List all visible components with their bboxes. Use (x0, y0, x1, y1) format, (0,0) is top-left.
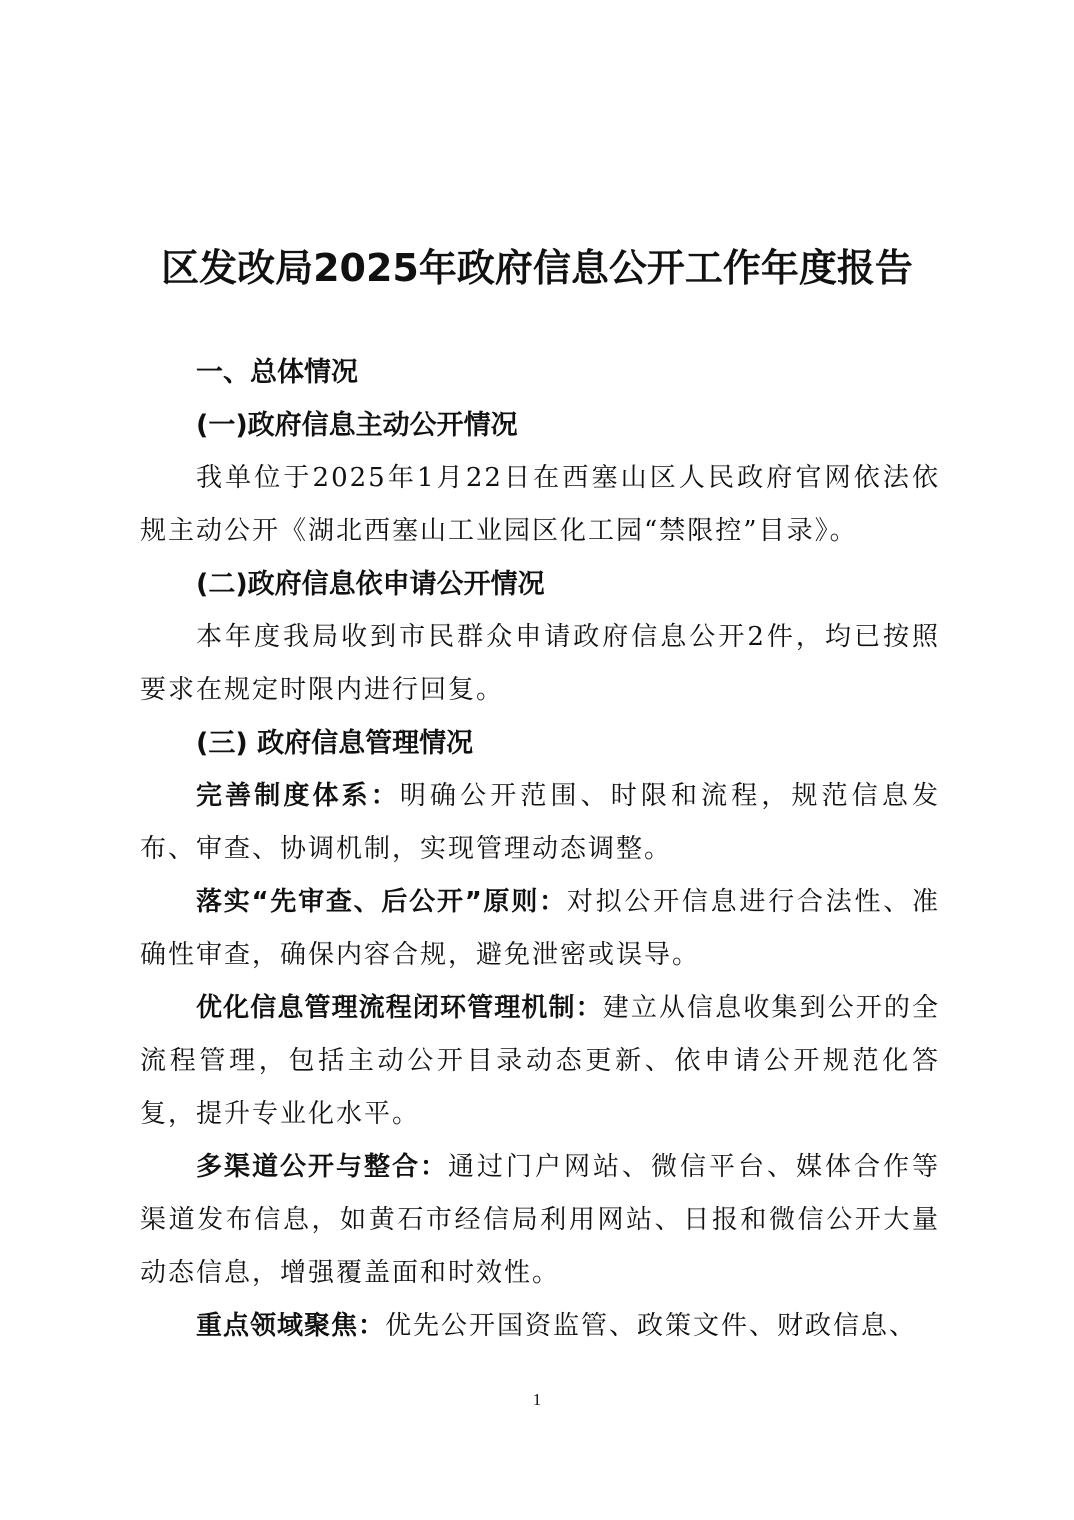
report-body (140, 346, 940, 1353)
management-item-review-principle (140, 876, 940, 982)
management-item-lead: 多渠道公开与整合： (196, 1152, 448, 1182)
paragraph-request-disclosure: 本年度我局收到市民群众申请政府信息公开2件，均已按照要求在规定时限内进行回复。 (140, 622, 940, 705)
subheading-request-disclosure: (二)政府信息依申请公开情况 (196, 569, 545, 600)
management-item-key-areas (140, 1300, 940, 1353)
management-item-system (140, 770, 940, 876)
section-heading-overall: 一、总体情况 (196, 357, 358, 388)
management-item-lead: 优化信息管理流程闭环管理机制： (196, 993, 603, 1023)
paragraph-active-disclosure: 我单位于2025年1月22日在西塞山区人民政府官网依法依规主动公开《湖北西塞山工业园区化工园“禁限控”目录》。 (140, 463, 940, 546)
management-item-lead: 落实“先审查、后公开”原则： (196, 887, 567, 917)
management-item-text: 优先公开国资监管、政策文件、财政信息、 (385, 1311, 918, 1341)
management-item-lead: 完善制度体系： (196, 781, 400, 811)
management-item-multichannel (140, 1141, 940, 1300)
management-item-text: 对拟公开信息进行合法性、准确性审查，确保内容合规，避免泄密或误导。 (140, 887, 940, 970)
management-item-text: 建立从信息收集到公开的全流程管理，包括主动公开目录动态更新、依申请公开规范化答复，提升专业化水平。 (140, 993, 940, 1129)
management-item-text: 明确公开范围、时限和流程，规范信息发布、审查、协调机制，实现管理动态调整。 (140, 781, 940, 864)
management-item-text: 通过门户网站、微信平台、媒体合作等渠道发布信息，如黄石市经信局利用网站、日报和微信公开大量动态信息，增强覆盖面和时效性。 (140, 1152, 940, 1288)
report-title: 区发改局2025年政府信息公开工作年度报告 (161, 246, 913, 290)
management-item-process-optimization (140, 982, 940, 1141)
subheading-information-management: (三) 政府信息管理情况 (196, 728, 474, 759)
page-number: 1 (532, 1390, 542, 1409)
management-item-lead: 重点领域聚焦： (196, 1311, 386, 1341)
subheading-active-disclosure: (一)政府信息主动公开情况 (196, 410, 518, 441)
